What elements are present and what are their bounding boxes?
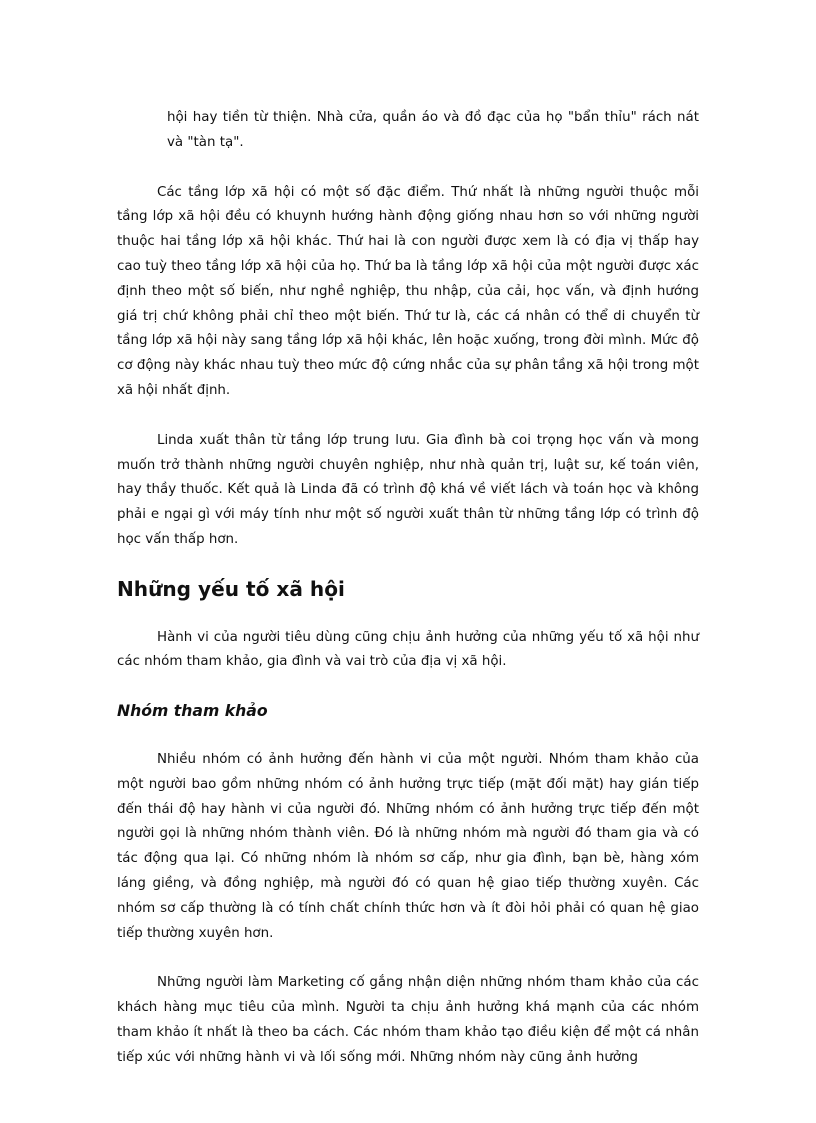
- heading-reference-groups: Nhóm tham khảo: [117, 701, 268, 721]
- paragraph-continued: hội hay tiền từ thiện. Nhà cửa, quần áo và đồ đạc của họ "bẩn thỉu" rách nát và "tàn tạ".: [167, 110, 699, 150]
- paragraph-marketing-reference: Những người làm Marketing cố gắng nhận diện những nhóm tham khảo của các khách hàng mục tiêu của mình. Người ta chịu ảnh hưởng khá mạnh của các nhóm tham khảo ít nhất là theo ba cách. Các nhóm tham khảo tạo điều kiện để một cá nhân tiếp xúc với những hành vi và lối sống mới. Những nhóm này cũng ảnh hưởng: [117, 975, 699, 1065]
- document-page: [117, 106, 699, 1071]
- paragraph-social-class-characteristics: Các tầng lớp xã hội có một số đặc điểm. Thứ nhất là những người thuộc mỗi tầng lớp xã hội đều có khuynh hướng hành động giống nhau hơn so với những người thuộc hai tầng lớp xã hội khác. Thứ hai là con người được xem là có địa vị thấp hay cao tuỳ theo tầng lớp xã hội của họ. Thứ ba là tầng lớp xã hội của một người được xác định theo một số biến, như nghề nghiệp, thu nhập, của cải, học vấn, và định hướng giá trị chứ không phải chỉ theo một biến. Thứ tư là, các cá nhân có thể di chuyển từ tầng lớp xã hội này sang tầng lớp xã hội khác, lên hoặc xuống, trong đời mình. Mức độ cơ động này khác nhau tuỳ theo mức độ cứng nhắc của sự phân tầng xã hội trong một xã hội nhất định.: [117, 184, 699, 398]
- paragraph-social-factors-intro: Hành vi của người tiêu dùng cũng chịu ảnh hưởng của những yếu tố xã hội như các nhóm tham khảo, gia đình và vai trò của địa vị xã hội.: [117, 629, 699, 670]
- paragraph-reference-groups: Nhiều nhóm có ảnh hưởng đến hành vi của một người. Nhóm tham khảo của một người bao gồm những nhóm có ảnh hưởng trực tiếp (mặt đối mặt) hay gián tiếp đến thái độ hay hành vi của người đó. Những nhóm có ảnh hưởng trực tiếp đến một người gọi là những nhóm thành viên. Đó là những nhóm mà người đó tham gia và có tác động qua lại. Có những nhóm là nhóm sơ cấp, như gia đình, bạn bè, hàng xóm láng giềng, và đồng nghiệp, mà người đó có quan hệ giao tiếp thường xuyên. Các nhóm sơ cấp thường là có tính chất chính thức hơn và ít đòi hỏi phải có quan hệ giao tiếp thường xuyên hơn.: [117, 751, 699, 941]
- heading-social-factors: Những yếu tố xã hội: [117, 576, 345, 601]
- paragraph-linda-background: Linda xuất thân từ tầng lớp trung lưu. Gia đình bà coi trọng học vấn và mong muốn trở thành những người chuyên nghiệp, như nhà quản trị, luật sư, kế toán viên, hay thầy thuốc. Kết quả là Linda đã có trình độ khá về viết lách và toán học và không phải e ngại gì với máy tính như một số người xuất thân từ những tầng lớp có trình độ học vấn thấp hơn.: [117, 432, 699, 547]
